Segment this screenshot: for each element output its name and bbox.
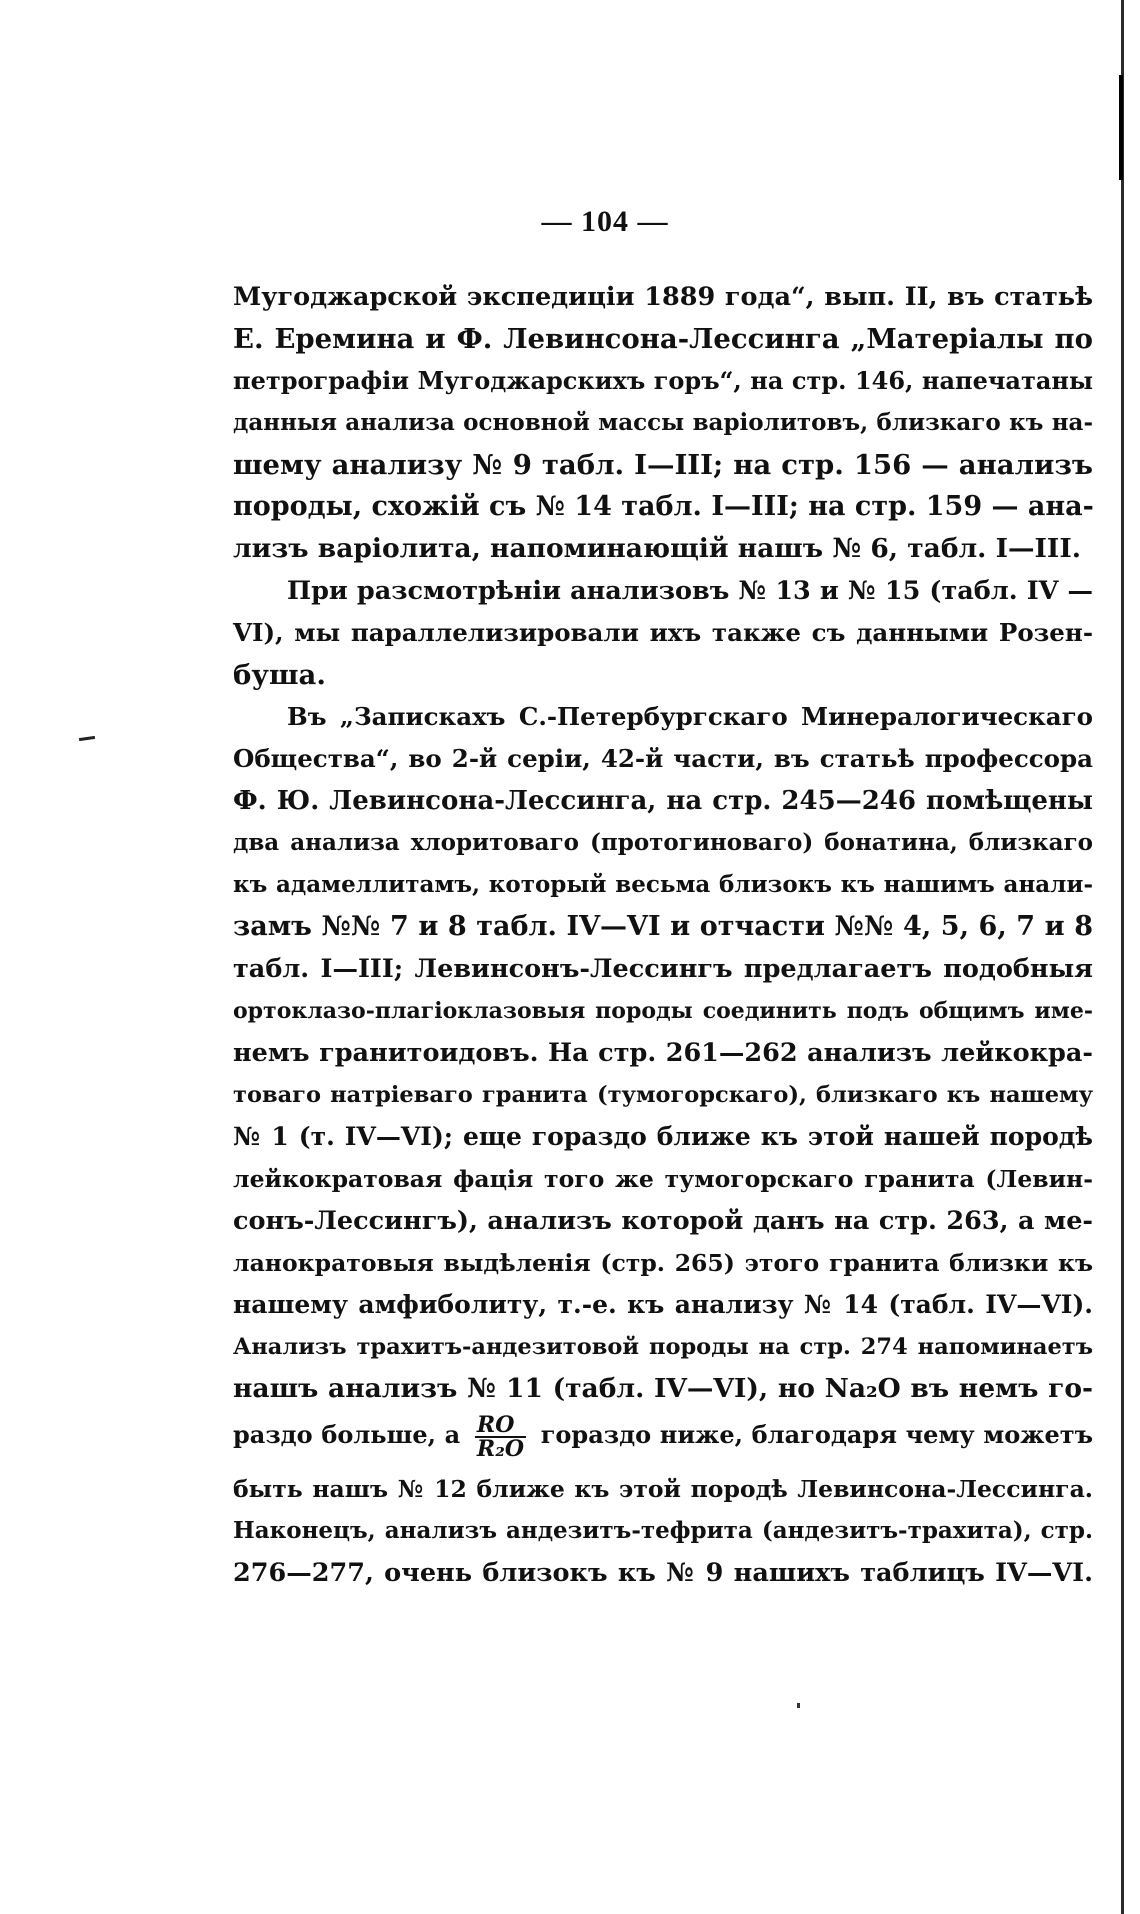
text-line: Наконецъ, анализъ андезитъ-тефрита (андезитъ-трахита), стр. [233,1517,1093,1544]
text-line: данныя анализа основной массы варіолитовъ, близкаго къ на- [233,409,1093,436]
fraction-line [233,1408,1093,1462]
text-line: нашему амфиболиту, т.-е. къ анализу № 14 (табл. IV—VI). [233,1290,1093,1319]
text-line: буша. [233,659,326,691]
text-line: Е. Еремина и Ф. Левинсона-Лессинга „Матеріалы по [233,323,1093,355]
text-line: 276—277, очень близокъ къ № 9 нашихъ таблицъ IV—VI. [233,1558,1093,1588]
margin-mark [79,736,95,741]
fraction-line-after: гораздо ниже, благодаря чему можетъ [540,1420,1093,1449]
text-line: къ адамеллитамъ, который весьма близокъ къ нашимъ анали- [233,871,1093,898]
text-line: сонъ-Лессингъ), анализъ которой данъ на стр. 263, а ме- [233,1206,1093,1236]
text-line: ланократовыя выдѣленія (стр. 265) этого гранита близки къ [233,1249,1093,1277]
text-line: VI), мы параллелизировали ихъ также съ данными Розен- [233,618,1093,647]
text-line: При разсмотрѣніи анализовъ № 13 и № 15 (табл. IV — [287,576,1093,606]
text-line: петрографіи Мугоджарскихъ горъ“, на стр. 146, напечатаны [233,366,1093,395]
text-line: Ф. Ю. Левинсона-Лессинга, на стр. 245—246 помѣщены [233,786,1093,816]
text-line: Мугоджарской экспедиціи 1889 года“, вып. II, въ статьѣ [233,282,1093,312]
text-line: лизъ варіолита, напоминающій нашъ № 6, табл. I—III. [233,533,1081,564]
fraction-denominator: R₂O [476,1435,525,1462]
text-line: нашъ анализъ № 11 (табл. IV—VI), но Na₂O въ немъ го- [233,1373,1093,1404]
text-line: лейкократовая фація того же тумогорскаго гранита (Левин- [233,1165,1093,1193]
text-line: № 1 (т. IV—VI); еще гораздо ближе къ этой нашей породѣ [233,1122,1093,1151]
text-line: Анализъ трахитъ-андезитовой породы на стр. 274 напоминаетъ [233,1334,1093,1360]
page-number: — 104 — [541,205,669,238]
text-line: породы, схожій съ № 14 табл. I—III; на стр. 159 — ана- [233,491,1094,522]
page-edge-mark [1119,75,1123,180]
page-edge-rule [1121,0,1124,1914]
text-line: товаго натріеваго гранита (тумогорскаго), близкаго къ нашему [233,1082,1093,1108]
text-line: немъ гранитоидовъ. На стр. 261—262 анализъ лейкокра- [233,1038,1093,1068]
text-line: ортоклазо-плагіоклазовыя породы соединить подъ общимъ име- [233,998,1093,1024]
text-line: замъ №№ 7 и 8 табл. IV—VI и отчасти №№ 4, 5, 6, 7 и 8 [233,911,1093,942]
text-line: шему анализу № 9 табл. I—III; на стр. 156 — анализъ [233,449,1093,481]
fraction-numerator: RO [475,1414,526,1438]
ink-speck [797,1703,800,1708]
text-line: быть нашъ № 12 ближе къ этой породѣ Левинсона-Лессинга. [233,1475,1093,1503]
fraction-line-before: раздо больше, а [233,1420,461,1449]
text-line: два анализа хлоритоваго (протогиноваго) бонатина, близкаго [233,829,1093,856]
ro-over-r2o-fraction [475,1411,526,1462]
text-line: Общества“, во 2-й серіи, 42-й части, въ статьѣ профессора [233,744,1093,773]
text-line: Въ „Запискахъ С.-Петербургскаго Минералогическаго [287,702,1093,731]
text-line: табл. I—III; Левинсонъ-Лессингъ предлагаетъ подобныя [233,954,1093,984]
